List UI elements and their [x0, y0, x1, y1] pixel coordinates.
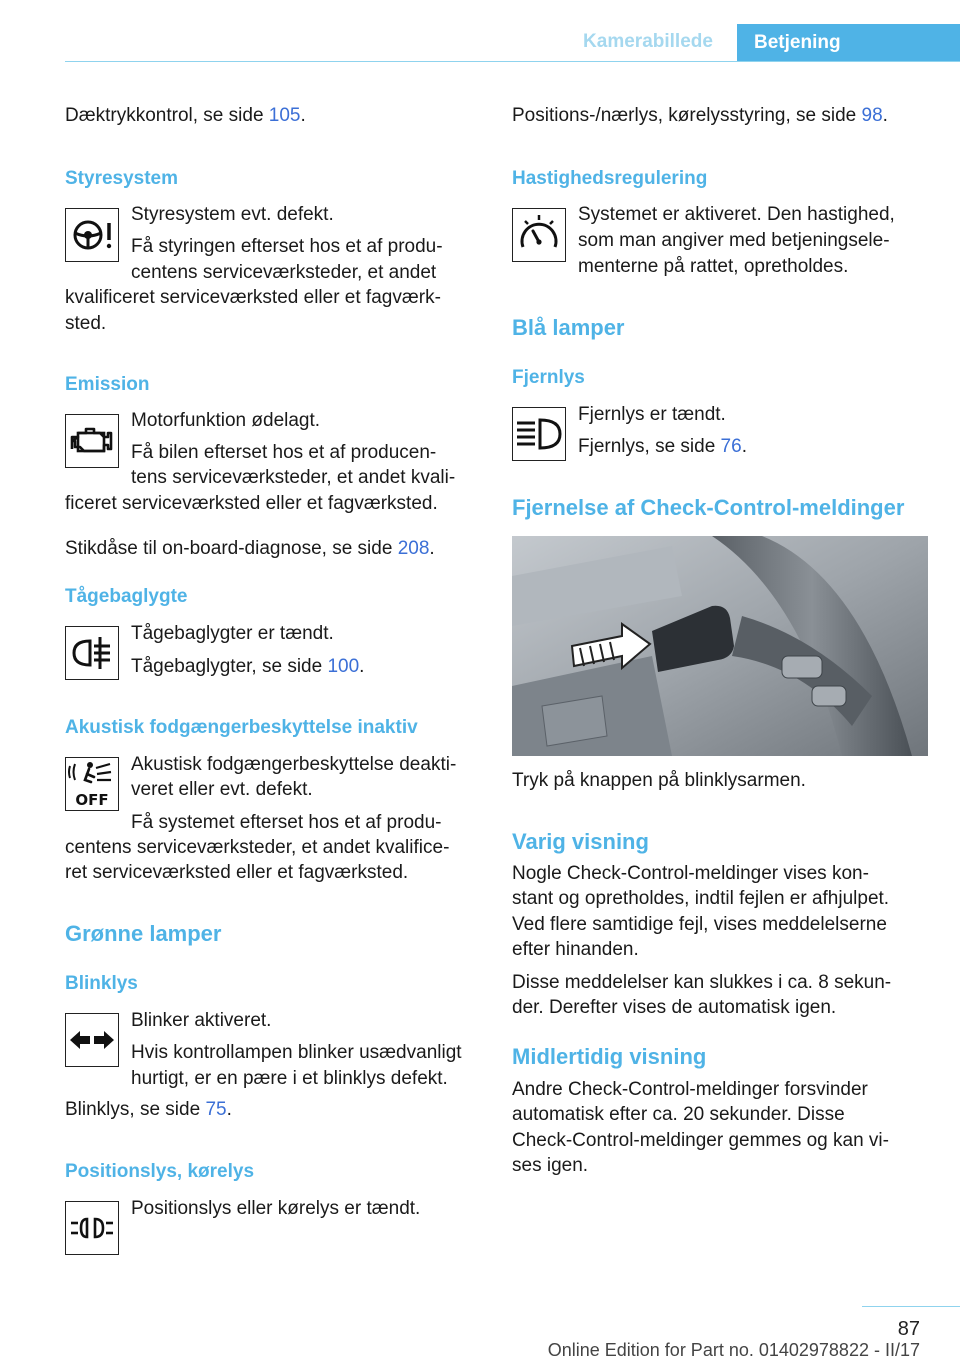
- blinklys-ref: Blinklys, se side 75.: [65, 1099, 232, 1120]
- pedestrian-warning-off-icon: [65, 757, 119, 811]
- emission-line2c: ficeret serviceværksted eller et fagværksted.: [65, 493, 438, 514]
- fjern-line2: Fjernlys, se side 76.: [578, 436, 747, 457]
- midl-l4: ses igen.: [512, 1155, 589, 1176]
- varig-l2: stant og opretholdes, indtil fejlen er afhjulpet.: [512, 888, 890, 909]
- akustisk-line1a: Akustisk fodgængerbeskyttelse deakti-: [131, 754, 457, 775]
- akustisk-line2b: centens serviceværksteder, et andet kvalifice-: [65, 837, 450, 858]
- turn-signal-icon: [65, 1013, 119, 1067]
- akustisk-line2c: ret serviceværksted eller et fagværksted.: [65, 862, 409, 883]
- varig-l1: Nogle Check-Control-meldinger vises kon-: [512, 863, 869, 884]
- header-active-tab[interactable]: Betjening: [737, 24, 960, 61]
- styresystem-line2d: sted.: [65, 313, 107, 334]
- akustisk-line2a: Få systemet efterset hos et af produ-: [131, 812, 442, 833]
- styresystem-line2b: centens serviceværksteder, et andet: [131, 262, 437, 283]
- photo-caption: Tryk på knappen på blinklysarmen.: [512, 770, 806, 791]
- header-divider: [65, 61, 960, 62]
- rear-fog-light-icon: [65, 626, 119, 680]
- heading-midlertidig-visning: Midlertidig visning: [512, 1044, 707, 1069]
- akustisk-line1b: veret eller evt. defekt.: [131, 779, 313, 800]
- heading-blaa-lamper: Blå lamper: [512, 315, 625, 340]
- taage-line1: Tågebaglygter er tændt.: [131, 623, 334, 644]
- footer-divider: [862, 1306, 960, 1307]
- obd-ref: Stikdåse til on-board-diagnose, se side 208.: [65, 538, 435, 559]
- page-link-208[interactable]: 208: [397, 538, 430, 559]
- varig-l4: efter hinanden.: [512, 939, 639, 960]
- hast-line1c: menterne på rattet, opretholdes.: [578, 256, 849, 277]
- heading-taagebaglygte: Tågebaglygte: [65, 586, 188, 607]
- heading-blinklys: Blinklys: [65, 973, 138, 994]
- heading-hastighed: Hastighedsregulering: [512, 168, 708, 189]
- heading-akustisk: Akustisk fodgængerbeskyttelse inaktiv: [65, 717, 418, 738]
- steering-warning-icon: [65, 208, 119, 262]
- heading-fjernlys: Fjernlys: [512, 367, 585, 388]
- varig-l3: Ved flere samtidige fejl, vises meddelelserne: [512, 914, 887, 935]
- page-link-76[interactable]: 76: [720, 436, 742, 457]
- position-line1: Positionslys eller kørelys er tændt.: [131, 1198, 421, 1219]
- blinklys-line2b: hurtigt, er en pære i et blinklys defekt.: [131, 1068, 448, 1089]
- tire-pressure-ref: Dæktrykkontrol, se side 105.: [65, 105, 306, 126]
- heading-styresystem: Styresystem: [65, 168, 179, 189]
- emission-line2b: tens serviceværksteder, et andet kvali-: [131, 467, 456, 488]
- low-beam-ref: Positions-/nærlys, kørelysstyring, se side 98.: [512, 105, 888, 126]
- heading-fjernelse: Fjernelse af Check-Control-meldinger: [512, 495, 905, 520]
- page-link-105[interactable]: 105: [268, 105, 301, 126]
- fjern-line1: Fjernlys er tændt.: [578, 404, 726, 425]
- emission-line1: Motorfunktion ødelagt.: [131, 410, 321, 431]
- heading-groenne-lamper: Grønne lamper: [65, 921, 222, 946]
- cruise-control-icon: [512, 208, 566, 262]
- heading-varig-visning: Varig visning: [512, 829, 649, 854]
- icon-off-label: OFF: [75, 791, 109, 809]
- styresystem-line2c: kvalificeret serviceværksted eller et fagværk-: [65, 287, 441, 308]
- styresystem-line1: Styresystem evt. defekt.: [131, 204, 334, 225]
- engine-icon: [65, 414, 119, 468]
- position-lights-icon: [65, 1201, 119, 1255]
- high-beam-icon: [512, 407, 566, 461]
- page-number: 87: [897, 1318, 920, 1340]
- heading-emission: Emission: [65, 374, 150, 395]
- hast-line1a: Systemet er aktiveret. Den hastighed,: [578, 204, 895, 225]
- edition-footer: Online Edition for Part no. 01402978822 - II/17: [547, 1340, 920, 1360]
- midl-l2: automatisk efter ca. 20 sekunder. Disse: [512, 1104, 845, 1125]
- midl-l1: Andre Check-Control-meldinger forsvinder: [512, 1079, 868, 1100]
- blinklys-line2a: Hvis kontrollampen blinker usædvanligt: [131, 1042, 462, 1063]
- page-link-75[interactable]: 75: [205, 1099, 227, 1120]
- midl-l3: Check-Control-meldinger gemmes og kan vi-: [512, 1130, 889, 1151]
- emission-line2a: Få bilen efterset hos et af producen-: [131, 442, 437, 463]
- turn-signal-lever-photo: [512, 536, 928, 756]
- blinklys-line1: Blinker aktiveret.: [131, 1010, 272, 1031]
- page-link-98[interactable]: 98: [861, 105, 883, 126]
- varig-l5: Disse meddelelser kan slukkes i ca. 8 sekun-: [512, 972, 892, 993]
- hast-line1b: som man angiver med betjeningsele-: [578, 230, 890, 251]
- styresystem-line2a: Få styringen efterset hos et af produ-: [131, 236, 443, 257]
- header-section-tab[interactable]: Kamerabillede: [583, 31, 713, 52]
- varig-l6: der. Derefter vises de automatisk igen.: [512, 997, 837, 1018]
- page-link-100[interactable]: 100: [327, 656, 360, 677]
- heading-positionslys: Positionslys, kørelys: [65, 1161, 255, 1182]
- taage-line2: Tågebaglygter, se side 100.: [131, 656, 365, 677]
